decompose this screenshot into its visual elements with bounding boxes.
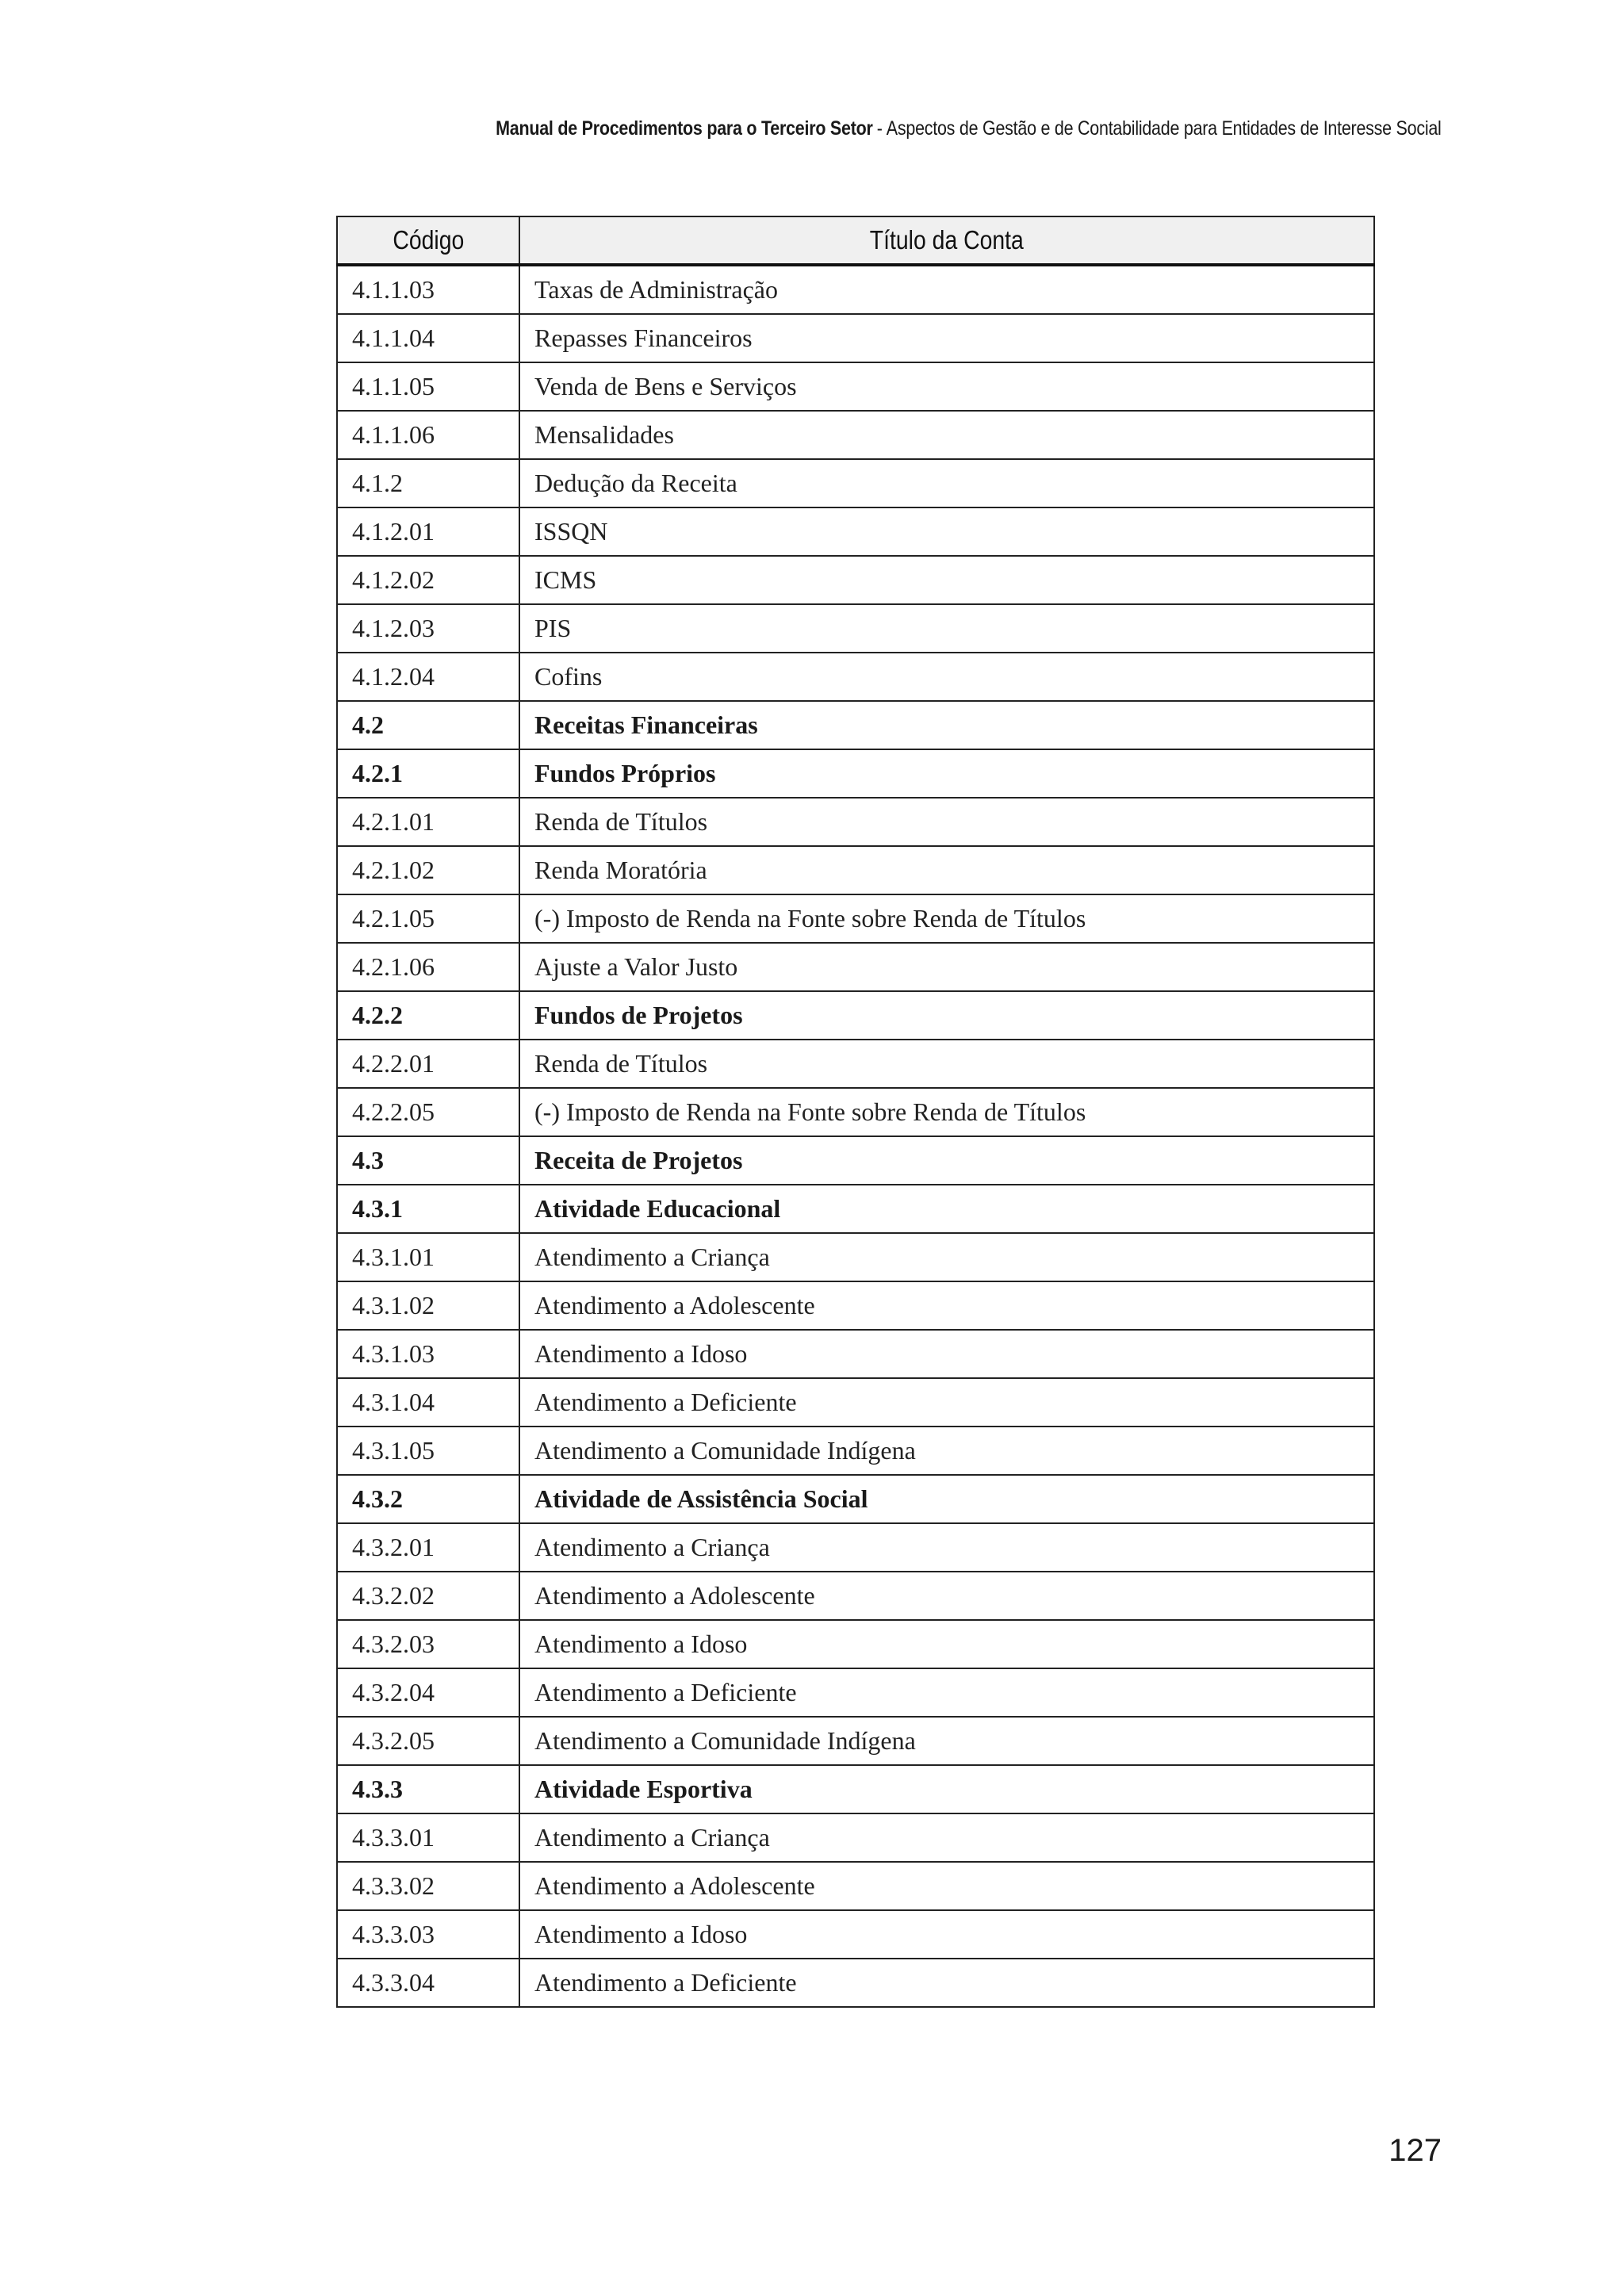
account-code: 4.2.1.02	[337, 846, 519, 894]
account-title: Atividade Educacional	[519, 1185, 1374, 1233]
account-title: Fundos Próprios	[519, 749, 1374, 798]
table-row	[337, 1185, 1374, 1233]
table-row	[337, 749, 1374, 798]
book-subtitle: Aspectos de Gestão e de Contabilidade para Entidades de Interesse Social	[887, 117, 1442, 140]
table-row	[337, 943, 1374, 991]
account-title: Atendimento a Adolescente	[519, 1281, 1374, 1330]
account-code: 4.1.2.04	[337, 653, 519, 701]
account-title: Atividade de Assistência Social	[519, 1475, 1374, 1523]
running-header	[342, 117, 1442, 140]
header-separator: -	[877, 117, 883, 140]
account-title: Atendimento a Adolescente	[519, 1862, 1374, 1910]
table-row	[337, 1717, 1374, 1765]
account-code: 4.3.2.02	[337, 1572, 519, 1620]
account-title: Renda de Títulos	[519, 798, 1374, 846]
account-title: Mensalidades	[519, 411, 1374, 459]
account-title: (-) Imposto de Renda na Fonte sobre Renda de Títulos	[519, 894, 1374, 943]
account-title: Taxas de Administração	[519, 265, 1374, 314]
table-row	[337, 1765, 1374, 1813]
column-header-title: Título da Conta	[519, 216, 1374, 265]
account-code: 4.2.1	[337, 749, 519, 798]
table-row	[337, 1668, 1374, 1717]
account-title: Atendimento a Criança	[519, 1523, 1374, 1572]
running-header-text	[496, 117, 1442, 140]
table-row	[337, 653, 1374, 701]
table-row	[337, 459, 1374, 507]
account-code: 4.3.3.04	[337, 1959, 519, 2007]
account-title: Renda Moratória	[519, 846, 1374, 894]
account-title: Atendimento a Adolescente	[519, 1572, 1374, 1620]
account-title: Atendimento a Idoso	[519, 1910, 1374, 1959]
account-title: Atendimento a Deficiente	[519, 1668, 1374, 1717]
chart-of-accounts-table	[336, 216, 1375, 2008]
table-header-row	[337, 216, 1374, 265]
account-code: 4.2.2.01	[337, 1040, 519, 1088]
account-code: 4.3	[337, 1136, 519, 1185]
account-title: Atendimento a Deficiente	[519, 1959, 1374, 2007]
account-code: 4.2.1.06	[337, 943, 519, 991]
table-row	[337, 1813, 1374, 1862]
table-row	[337, 1040, 1374, 1088]
account-code: 4.3.3.03	[337, 1910, 519, 1959]
account-code: 4.3.1.04	[337, 1378, 519, 1427]
table-body	[337, 265, 1374, 2007]
table-row	[337, 991, 1374, 1040]
table-row	[337, 265, 1374, 314]
account-code: 4.1.1.06	[337, 411, 519, 459]
table-row	[337, 556, 1374, 604]
account-title: (-) Imposto de Renda na Fonte sobre Renda de Títulos	[519, 1088, 1374, 1136]
table-row	[337, 604, 1374, 653]
table-row	[337, 1910, 1374, 1959]
table-row	[337, 362, 1374, 411]
table-row	[337, 1427, 1374, 1475]
account-code: 4.3.3	[337, 1765, 519, 1813]
account-title: PIS	[519, 604, 1374, 653]
account-title: Atendimento a Comunidade Indígena	[519, 1717, 1374, 1765]
table-row	[337, 1572, 1374, 1620]
table-row	[337, 1959, 1374, 2007]
account-title: ICMS	[519, 556, 1374, 604]
account-code: 4.2	[337, 701, 519, 749]
table-row	[337, 1330, 1374, 1378]
table-row	[337, 1378, 1374, 1427]
table-row	[337, 894, 1374, 943]
account-title: Receitas Financeiras	[519, 701, 1374, 749]
table-row	[337, 314, 1374, 362]
account-code: 4.3.1	[337, 1185, 519, 1233]
table-row	[337, 1136, 1374, 1185]
account-code: 4.3.2.04	[337, 1668, 519, 1717]
page-number: 127	[1388, 2133, 1442, 2168]
account-title: Ajuste a Valor Justo	[519, 943, 1374, 991]
account-title: Dedução da Receita	[519, 459, 1374, 507]
table-row	[337, 1475, 1374, 1523]
account-code: 4.3.2.01	[337, 1523, 519, 1572]
account-code: 4.2.1.01	[337, 798, 519, 846]
account-title: Fundos de Projetos	[519, 991, 1374, 1040]
account-title: Repasses Financeiros	[519, 314, 1374, 362]
column-header-code: Código	[337, 216, 519, 265]
account-code: 4.1.2	[337, 459, 519, 507]
account-title: Atendimento a Idoso	[519, 1330, 1374, 1378]
account-code: 4.3.2.03	[337, 1620, 519, 1668]
account-code: 4.1.2.03	[337, 604, 519, 653]
account-code: 4.3.1.01	[337, 1233, 519, 1281]
account-code: 4.1.1.05	[337, 362, 519, 411]
account-title: Atendimento a Criança	[519, 1233, 1374, 1281]
account-title: Atendimento a Comunidade Indígena	[519, 1427, 1374, 1475]
account-code: 4.1.2.01	[337, 507, 519, 556]
table-row	[337, 507, 1374, 556]
account-code: 4.2.1.05	[337, 894, 519, 943]
table-row	[337, 798, 1374, 846]
account-title: Renda de Títulos	[519, 1040, 1374, 1088]
account-title: Cofins	[519, 653, 1374, 701]
table-row	[337, 1233, 1374, 1281]
table-row	[337, 1281, 1374, 1330]
account-title: Atendimento a Deficiente	[519, 1378, 1374, 1427]
account-code: 4.3.1.05	[337, 1427, 519, 1475]
table-row	[337, 1523, 1374, 1572]
table-row	[337, 701, 1374, 749]
table-row	[337, 1862, 1374, 1910]
account-code: 4.1.2.02	[337, 556, 519, 604]
account-title: Venda de Bens e Serviços	[519, 362, 1374, 411]
account-code: 4.3.1.03	[337, 1330, 519, 1378]
account-code: 4.2.2	[337, 991, 519, 1040]
account-title: Atividade Esportiva	[519, 1765, 1374, 1813]
table-row	[337, 411, 1374, 459]
account-code: 4.3.2.05	[337, 1717, 519, 1765]
table-row	[337, 1088, 1374, 1136]
table-row	[337, 846, 1374, 894]
account-title: Receita de Projetos	[519, 1136, 1374, 1185]
table-row	[337, 1620, 1374, 1668]
table-header	[337, 216, 1374, 265]
account-code: 4.1.1.03	[337, 265, 519, 314]
account-code: 4.3.3.01	[337, 1813, 519, 1862]
account-code: 4.3.2	[337, 1475, 519, 1523]
account-title: Atendimento a Criança	[519, 1813, 1374, 1862]
account-code: 4.3.3.02	[337, 1862, 519, 1910]
account-code: 4.3.1.02	[337, 1281, 519, 1330]
account-title: Atendimento a Idoso	[519, 1620, 1374, 1668]
account-code: 4.2.2.05	[337, 1088, 519, 1136]
account-title: ISSQN	[519, 507, 1374, 556]
book-title: Manual de Procedimentos para o Terceiro Setor	[496, 117, 874, 140]
account-code: 4.1.1.04	[337, 314, 519, 362]
